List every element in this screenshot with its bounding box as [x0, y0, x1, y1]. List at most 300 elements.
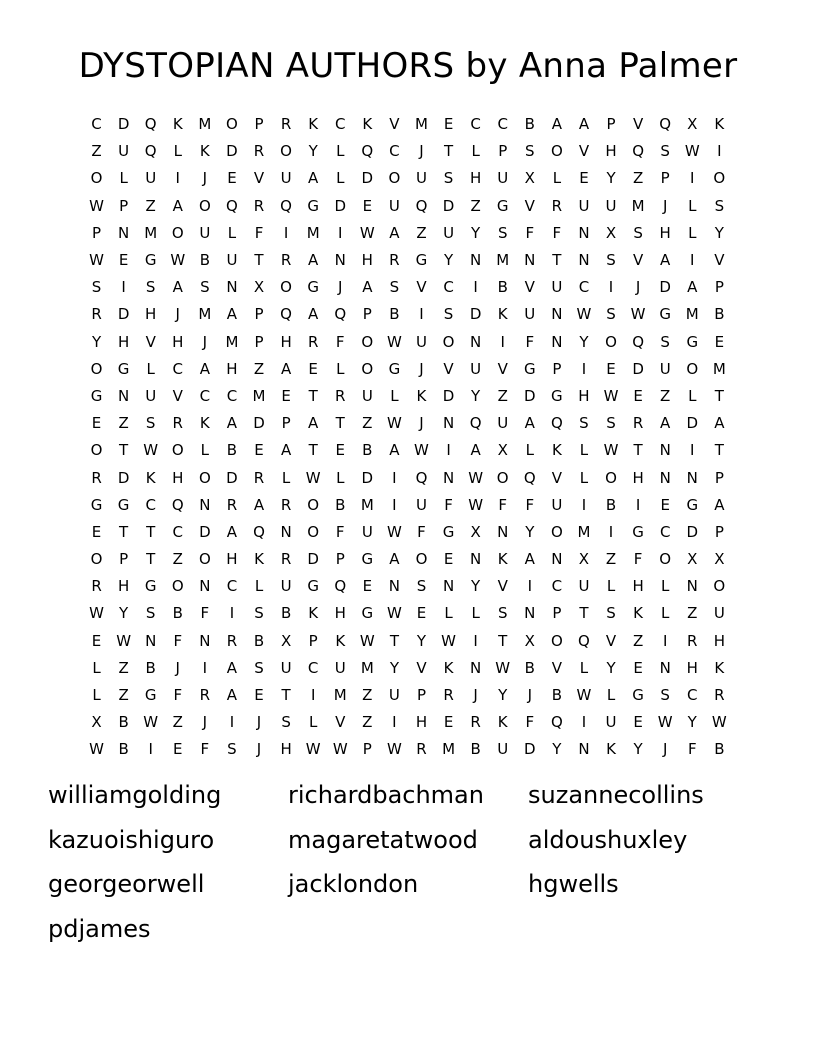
grid-letter: U: [388, 686, 400, 705]
grid-letter: S: [281, 713, 291, 732]
grid-letter: N: [388, 577, 401, 596]
grid-letter: N: [659, 468, 671, 487]
grid-letter: J: [256, 713, 262, 732]
grid-letter: Q: [632, 142, 644, 161]
grid-letter: U: [334, 658, 346, 677]
grid-letter: S: [254, 604, 264, 623]
grid-letter: M: [252, 386, 266, 405]
grid-letter: A: [660, 414, 671, 433]
grid-letter: W: [386, 414, 402, 433]
grid-letter: H: [226, 550, 238, 569]
grid-letter: O: [550, 142, 563, 161]
grid-letter: H: [145, 305, 157, 324]
grid-letter: P: [362, 305, 372, 324]
grid-letter: K: [416, 386, 427, 405]
grid-letter: T: [714, 386, 724, 405]
grid-letter: Q: [334, 305, 347, 324]
grid-letter: L: [525, 441, 534, 460]
grid-letter: M: [360, 495, 374, 514]
grid-letter: B: [714, 305, 725, 324]
grid-letter: L: [119, 169, 128, 188]
grid-letter: H: [280, 740, 292, 759]
grid-row: [83, 111, 733, 138]
grid-letter: A: [389, 550, 400, 569]
grid-letter: D: [442, 196, 455, 215]
grid-letter: O: [198, 468, 211, 487]
grid-letter: I: [690, 251, 695, 270]
grid-letter: E: [335, 441, 345, 460]
grid-letter: I: [229, 604, 235, 623]
grid-letter: R: [632, 414, 644, 433]
grid-letter: P: [254, 332, 264, 351]
grid-letter: Y: [552, 740, 562, 759]
grid-letter: J: [419, 414, 424, 433]
grid-letter: H: [659, 223, 671, 242]
grid-letter: U: [361, 522, 373, 541]
word-list-item: jacklondon: [288, 870, 419, 898]
grid-letter: T: [281, 686, 291, 705]
grid-letter: N: [524, 604, 536, 623]
grid-letter: N: [551, 305, 563, 324]
grid-letter: H: [117, 332, 130, 351]
grid-letter: O: [90, 550, 103, 569]
grid-letter: F: [173, 631, 183, 650]
grid-letter: M: [306, 223, 320, 242]
grid-letter: Y: [633, 740, 643, 759]
grid-letter: K: [199, 414, 210, 433]
grid-letter: G: [659, 305, 671, 324]
grid-letter: A: [226, 305, 238, 324]
grid-letter: N: [686, 468, 698, 487]
grid-letter: N: [497, 522, 509, 541]
grid-letter: T: [552, 251, 562, 270]
grid-letter: M: [415, 115, 428, 134]
grid-letter: H: [117, 577, 130, 596]
grid-letter: L: [92, 658, 101, 677]
grid-letter: D: [117, 305, 130, 324]
grid-letter: G: [415, 251, 428, 270]
grid-letter: W: [116, 631, 132, 650]
grid-letter: Z: [660, 386, 671, 405]
grid-letter: Y: [416, 631, 427, 650]
grid-letter: V: [578, 142, 590, 161]
grid-letter: M: [685, 305, 699, 324]
grid-letter: Z: [145, 196, 156, 215]
grid-letter: C: [226, 577, 238, 596]
grid-letter: Y: [606, 658, 616, 677]
grid-letter: S: [443, 169, 454, 188]
grid-letter: I: [473, 631, 478, 650]
grid-letter: C: [470, 115, 481, 134]
grid-letter: V: [335, 713, 346, 732]
grid-letter: W: [576, 305, 592, 324]
grid-letter: R: [280, 550, 292, 569]
grid-letter: R: [389, 251, 400, 270]
grid-letter: E: [281, 386, 291, 405]
word-list-item: georgeorwell: [48, 870, 205, 898]
grid-letter: K: [714, 115, 725, 134]
grid-letter: I: [635, 495, 641, 514]
grid-letter: R: [199, 686, 211, 705]
grid-letter: R: [253, 142, 265, 161]
grid-letter: T: [119, 522, 129, 541]
grid-letter: S: [227, 740, 237, 759]
grid-letter: W: [170, 251, 186, 270]
grid-letter: A: [308, 251, 319, 270]
grid-letter: Y: [389, 658, 399, 677]
grid-letter: W: [386, 604, 402, 623]
grid-letter: F: [254, 223, 264, 242]
grid-letter: N: [334, 251, 346, 270]
grid-letter: Y: [471, 577, 481, 596]
grid-letter: O: [713, 169, 726, 188]
grid-letter: S: [606, 305, 616, 324]
grid-letter: N: [118, 386, 130, 405]
grid-letter: A: [714, 414, 725, 433]
grid-row: [83, 682, 733, 709]
grid-letter: W: [468, 495, 484, 514]
grid-letter: U: [551, 495, 563, 514]
grid-letter: L: [308, 713, 318, 732]
grid-letter: U: [118, 142, 130, 161]
grid-letter: T: [714, 441, 724, 460]
grid-letter: E: [633, 658, 643, 677]
grid-letter: N: [659, 658, 671, 677]
grid-letter: H: [632, 468, 644, 487]
grid-letter: D: [117, 468, 130, 487]
grid-letter: K: [254, 550, 264, 569]
grid-letter: U: [280, 658, 292, 677]
grid-letter: F: [417, 522, 426, 541]
grid-letter: O: [442, 332, 455, 351]
grid-letter: W: [603, 441, 619, 460]
grid-letter: C: [659, 522, 671, 541]
grid-letter: H: [334, 604, 346, 623]
grid-letter: X: [687, 550, 698, 569]
word-list-item: pdjames: [48, 914, 151, 943]
grid-letter: N: [578, 223, 590, 242]
grid-letter: L: [552, 169, 562, 188]
grid-letter: N: [199, 577, 211, 596]
grid-letter: Q: [550, 414, 563, 433]
grid-letter: S: [145, 278, 156, 297]
grid-letter: W: [359, 223, 375, 242]
grid-letter: J: [662, 196, 668, 215]
grid-letter: T: [335, 414, 345, 433]
grid-letter: J: [419, 142, 424, 161]
grid-letter: F: [525, 223, 535, 242]
grid-letter: B: [714, 740, 725, 759]
grid-letter: J: [202, 332, 208, 351]
grid-letter: Y: [606, 169, 616, 188]
grid-letter: Y: [579, 332, 589, 351]
grid-letter: P: [714, 278, 724, 297]
grid-letter: W: [332, 740, 348, 759]
grid-letter: N: [551, 550, 563, 569]
grid-letter: L: [688, 223, 697, 242]
grid-letter: T: [119, 441, 129, 460]
grid-letter: A: [524, 414, 535, 433]
grid-letter: U: [199, 223, 211, 242]
grid-letter: Q: [226, 196, 238, 215]
grid-letter: R: [172, 414, 183, 433]
grid-row: [83, 356, 733, 383]
grid-letter: B: [470, 740, 481, 759]
grid-letter: I: [338, 223, 343, 242]
grid-letter: G: [144, 251, 157, 270]
grid-letter: J: [256, 740, 262, 759]
grid-letter: W: [386, 740, 402, 759]
grid-letter: Z: [253, 359, 265, 378]
grid-letter: B: [118, 713, 129, 732]
grid-letter: N: [551, 332, 563, 351]
grid-letter: Q: [361, 142, 374, 161]
grid-letter: U: [361, 386, 373, 405]
grid-letter: A: [308, 305, 319, 324]
grid-letter: Z: [362, 414, 373, 433]
grid-letter: J: [175, 305, 180, 324]
grid-letter: M: [631, 196, 645, 215]
grid-letter: A: [308, 169, 319, 188]
grid-letter: V: [443, 359, 454, 378]
grid-letter: J: [175, 658, 180, 677]
grid-letter: W: [359, 631, 375, 650]
grid-letter: A: [389, 441, 400, 460]
grid-letter: A: [253, 495, 265, 514]
grid-letter: E: [254, 441, 264, 460]
grid-letter: R: [470, 713, 481, 732]
grid-letter: L: [579, 658, 589, 677]
grid-letter: H: [280, 332, 292, 351]
grid-letter: G: [523, 359, 536, 378]
grid-letter: K: [551, 441, 562, 460]
grid-letter: Y: [471, 223, 481, 242]
grid-letter: E: [91, 631, 102, 650]
grid-letter: W: [576, 686, 592, 705]
grid-letter: S: [633, 223, 643, 242]
grid-letter: I: [690, 169, 695, 188]
grid-letter: K: [714, 658, 725, 677]
grid-letter: D: [361, 468, 374, 487]
grid-letter: G: [361, 550, 374, 569]
grid-letter: P: [254, 115, 264, 134]
grid-row: [83, 410, 733, 437]
grid-letter: A: [172, 278, 183, 297]
grid-letter: W: [603, 386, 619, 405]
grid-letter: A: [660, 251, 671, 270]
grid-letter: I: [608, 522, 614, 541]
grid-letter: X: [578, 550, 590, 569]
grid-letter: H: [578, 386, 590, 405]
word-list: [48, 777, 768, 955]
grid-letter: C: [199, 386, 211, 405]
grid-letter: G: [442, 522, 455, 541]
grid-letter: L: [254, 577, 264, 596]
grid-letter: C: [307, 658, 319, 677]
grid-letter: T: [633, 441, 643, 460]
grid-letter: C: [551, 577, 563, 596]
grid-letter: M: [225, 332, 239, 351]
grid-letter: C: [578, 278, 590, 297]
grid-letter: F: [687, 740, 697, 759]
grid-letter: L: [444, 604, 453, 623]
grid-letter: O: [361, 332, 374, 351]
grid-letter: L: [606, 577, 616, 596]
grid-letter: W: [441, 631, 456, 650]
grid-letter: U: [415, 169, 427, 188]
grid-letter: C: [172, 359, 184, 378]
grid-letter: N: [442, 577, 455, 596]
grid-row: [83, 546, 733, 573]
grid-letter: V: [524, 278, 535, 297]
grid-letter: Y: [91, 332, 102, 351]
grid-letter: N: [470, 550, 482, 569]
grid-letter: Z: [470, 196, 481, 215]
grid-letter: D: [307, 550, 319, 569]
grid-letter: G: [307, 196, 319, 215]
grid-letter: S: [660, 332, 670, 351]
grid-letter: W: [143, 713, 159, 732]
grid-letter: A: [524, 550, 535, 569]
grid-letter: N: [442, 468, 455, 487]
grid-letter: Y: [471, 386, 481, 405]
grid-letter: G: [307, 577, 319, 596]
grid-letter: O: [659, 550, 672, 569]
grid-letter: V: [145, 332, 156, 351]
grid-letter: N: [145, 631, 157, 650]
grid-letter: R: [226, 495, 238, 514]
grid-letter: I: [690, 441, 695, 460]
grid-letter: P: [714, 468, 724, 487]
grid-letter: I: [608, 278, 614, 297]
grid-letter: I: [717, 142, 722, 161]
grid-letter: X: [253, 278, 265, 297]
grid-letter: S: [200, 278, 210, 297]
grid-letter: W: [89, 251, 104, 270]
grid-letter: G: [90, 495, 103, 514]
grid-row: [83, 220, 733, 247]
grid-letter: O: [280, 142, 292, 161]
grid-letter: I: [310, 686, 316, 705]
grid-letter: U: [497, 740, 509, 759]
grid-letter: L: [336, 142, 345, 161]
grid-letter: Q: [253, 522, 265, 541]
grid-letter: D: [686, 522, 699, 541]
grid-letter: W: [711, 713, 727, 732]
grid-letter: L: [579, 441, 589, 460]
grid-letter: G: [551, 386, 563, 405]
grid-letter: U: [659, 359, 671, 378]
grid-letter: F: [552, 223, 562, 242]
grid-letter: R: [280, 115, 292, 134]
grid-letter: U: [578, 577, 590, 596]
grid-row: [83, 165, 733, 192]
grid-letter: R: [307, 332, 319, 351]
grid-letter: R: [416, 740, 427, 759]
grid-letter: W: [386, 332, 402, 351]
grid-letter: B: [551, 686, 563, 705]
grid-letter: N: [470, 332, 482, 351]
grid-letter: G: [117, 495, 130, 514]
grid-letter: F: [200, 740, 210, 759]
grid-letter: X: [524, 169, 535, 188]
grid-letter: L: [688, 386, 697, 405]
grid-letter: R: [551, 196, 563, 215]
grid-letter: I: [392, 713, 397, 732]
grid-letter: U: [145, 169, 157, 188]
grid-letter: Y: [443, 251, 454, 270]
grid-letter: F: [444, 495, 453, 514]
grid-letter: V: [632, 251, 644, 270]
grid-letter: J: [419, 359, 424, 378]
grid-letter: M: [712, 359, 726, 378]
grid-letter: G: [686, 332, 699, 351]
grid-letter: V: [524, 196, 535, 215]
grid-letter: Z: [118, 686, 129, 705]
grid-letter: H: [605, 142, 617, 161]
grid-letter: V: [551, 658, 562, 677]
grid-letter: V: [416, 278, 427, 297]
grid-letter: V: [605, 631, 617, 650]
grid-letter: L: [390, 386, 399, 405]
grid-letter: O: [90, 441, 103, 460]
grid-letter: K: [308, 115, 319, 134]
grid-letter: B: [253, 631, 265, 650]
grid-letter: U: [415, 332, 427, 351]
grid-letter: V: [632, 115, 644, 134]
grid-letter: S: [145, 604, 156, 623]
grid-letter: L: [661, 604, 670, 623]
grid-letter: X: [91, 713, 102, 732]
grid-letter: R: [280, 495, 292, 514]
grid-letter: E: [606, 359, 616, 378]
grid-letter: O: [415, 550, 428, 569]
grid-letter: B: [362, 441, 373, 460]
grid-letter: I: [581, 359, 587, 378]
grid-letter: X: [714, 550, 725, 569]
grid-letter: Q: [632, 332, 644, 351]
grid-letter: T: [308, 441, 318, 460]
grid-letter: L: [227, 223, 237, 242]
grid-letter: J: [527, 686, 532, 705]
grid-letter: Q: [659, 115, 672, 134]
grid-letter: W: [468, 468, 484, 487]
grid-letter: R: [443, 686, 454, 705]
grid-letter: E: [443, 550, 454, 569]
grid-letter: I: [527, 577, 532, 596]
grid-letter: J: [473, 686, 478, 705]
grid-letter: W: [143, 441, 159, 460]
grid-letter: J: [338, 278, 343, 297]
word-list-item: aldoushuxley: [528, 825, 688, 854]
grid-letter: T: [443, 142, 454, 161]
grid-letter: E: [416, 604, 427, 623]
grid-letter: O: [550, 522, 563, 541]
grid-letter: C: [497, 115, 508, 134]
grid-letter: E: [254, 686, 264, 705]
grid-letter: N: [578, 251, 590, 270]
grid-letter: M: [360, 658, 374, 677]
grid-letter: L: [471, 142, 480, 161]
grid-letter: W: [495, 658, 511, 677]
grid-letter: L: [606, 686, 616, 705]
grid-letter: X: [497, 441, 508, 460]
grid-letter: Z: [362, 686, 373, 705]
grid-letter: B: [524, 115, 535, 134]
grid-letter: U: [470, 359, 482, 378]
grid-letter: E: [91, 414, 102, 433]
grid-letter: S: [525, 142, 535, 161]
